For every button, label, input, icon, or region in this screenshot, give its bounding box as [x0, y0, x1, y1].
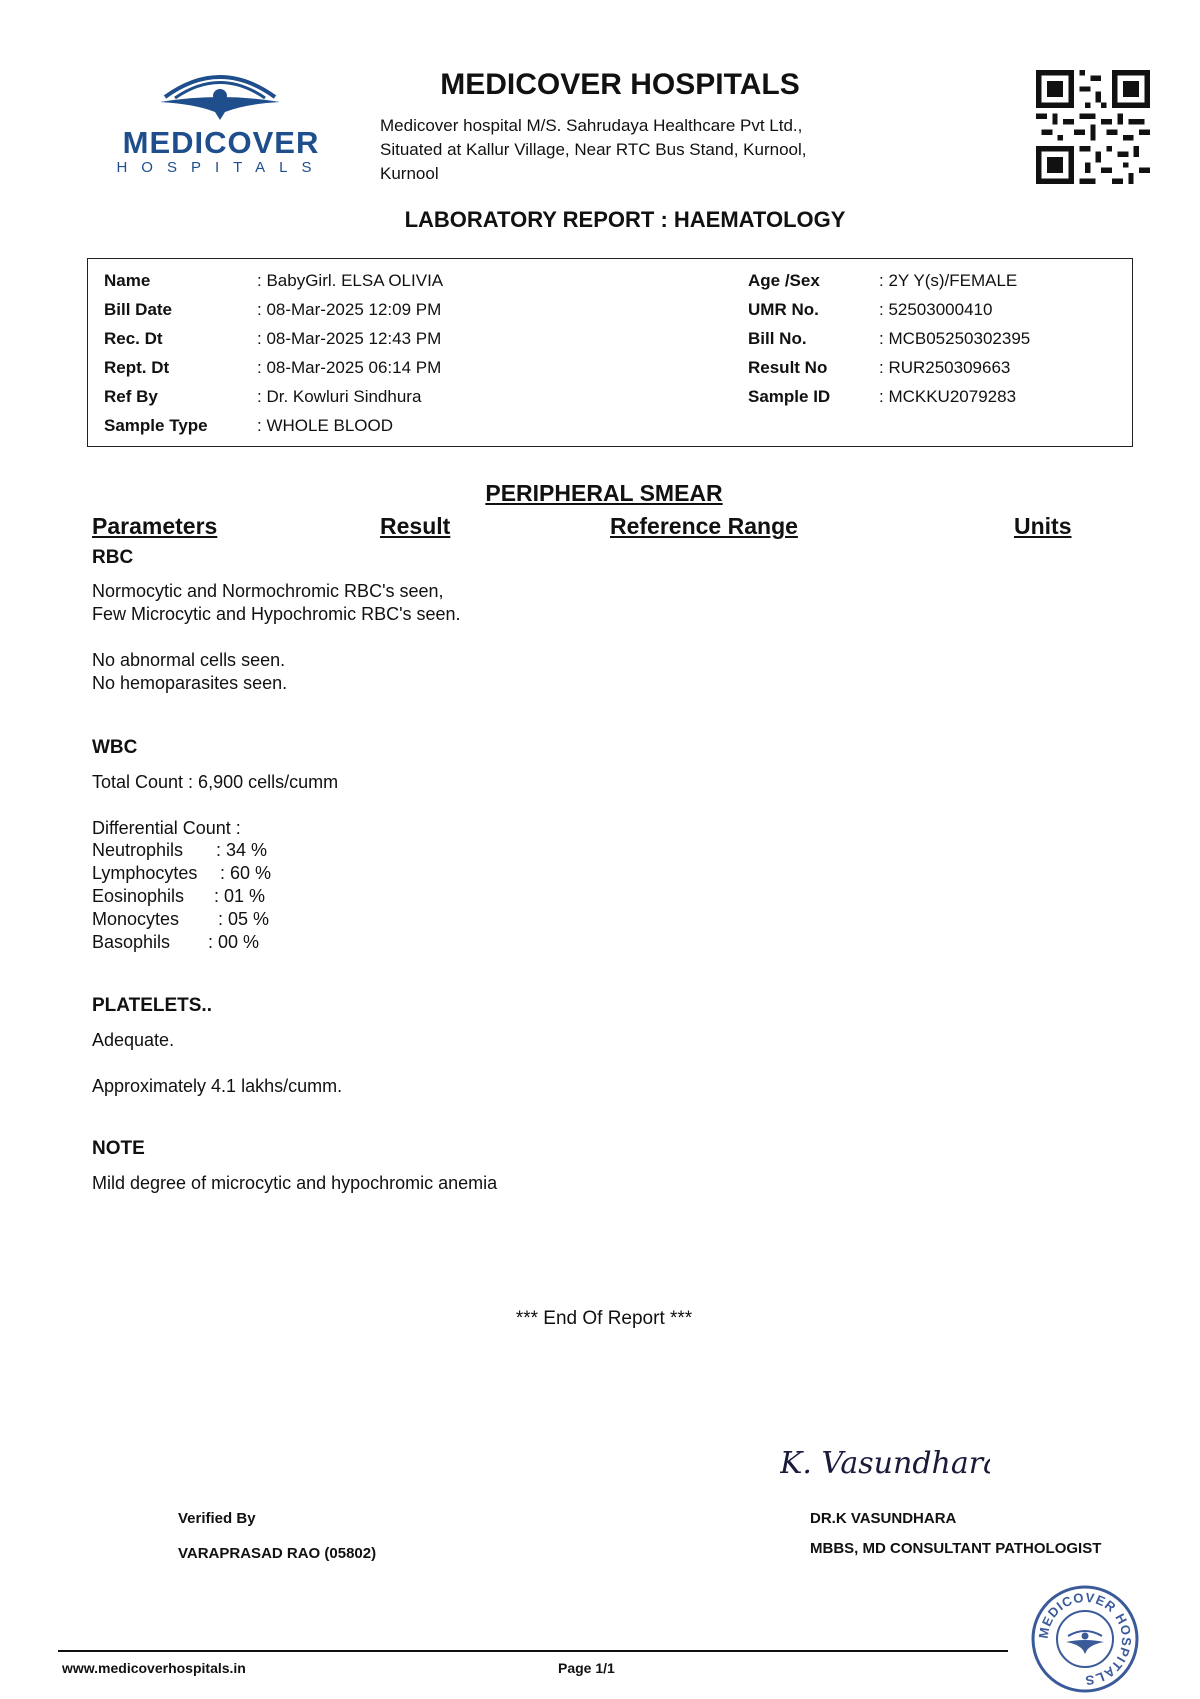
- address-line: Situated at Kallur Village, Near RTC Bus Stand, Kurnool,: [380, 140, 807, 159]
- verified-by-label: Verified By: [178, 1510, 256, 1527]
- column-header-reference-range: Reference Range: [610, 513, 798, 539]
- footer-page-number: Page 1/1: [558, 1660, 615, 1676]
- footer-website: www.medicoverhospitals.in: [62, 1660, 246, 1676]
- logo-wordmark: MEDICOVER: [122, 125, 320, 160]
- rbc-heading: RBC: [92, 547, 134, 568]
- wbc-total-count: Total Count : 6,900 cells/cumm: [92, 772, 339, 792]
- rbc-line: No abnormal cells seen.: [92, 650, 286, 670]
- differential-row: Eosinophils : 01 %: [92, 886, 266, 906]
- footer-divider: [58, 1650, 1008, 1652]
- note-text: Mild degree of microcytic and hypochromic anemia: [92, 1173, 498, 1193]
- wbc-heading: WBC: [92, 737, 138, 758]
- verifier-name: VARAPRASAD RAO (05802): [178, 1545, 377, 1562]
- differential-row: Lymphocytes : 60 %: [92, 863, 272, 883]
- address-line: Kurnool: [380, 164, 439, 183]
- signature-text: K. Vasundhara.: [780, 1446, 990, 1481]
- logo-emblem-icon: [105, 62, 335, 132]
- wbc-differential-heading: Differential Count :: [92, 818, 241, 838]
- patient-info-box: Name : BabyGirl. ELSA OLIVIA Bill Date : 08-Mar-2025 12:09 PM Rec. Dt : 08-Mar-2025 12:43 PM Rept. Dt : 08-Mar-2025 06:14 PM Ref By : Dr. Kowluri Sindhura Sample Type : WHOLE BLOOD Age /Sex : 2Y Y(s)/FEMALE UMR No. : 52503000410 Bill No. : MCB05250302395 Result No : RUR250309663 Sample ID : MCKKU2079283: [87, 258, 1133, 447]
- differential-row: Basophils : 00 %: [92, 932, 260, 952]
- differential-row: Monocytes : 05 %: [92, 909, 270, 929]
- hospital-address: [380, 114, 860, 186]
- doctor-title: MBBS, MD CONSULTANT PATHOLOGIST: [810, 1540, 1102, 1557]
- column-header-parameters: Parameters: [92, 513, 218, 539]
- column-header-units: Units: [1014, 513, 1072, 539]
- end-of-report: *** End Of Report ***: [515, 1308, 693, 1329]
- rbc-line: No hemoparasites seen.: [92, 673, 288, 693]
- note-heading: NOTE: [92, 1138, 145, 1159]
- hospital-seal-icon: [1030, 1584, 1140, 1694]
- column-header-result: Result: [380, 513, 451, 539]
- differential-row: Neutrophils : 34 %: [92, 840, 268, 860]
- rbc-line: Normocytic and Normochromic RBC's seen,: [92, 581, 444, 601]
- platelets-heading: PLATELETS..: [92, 995, 212, 1016]
- seal-text: MEDICOVER HOSPITALS: [1035, 1589, 1135, 1689]
- pathologist-signature: [780, 1435, 990, 1485]
- platelets-line: Adequate.: [92, 1030, 175, 1050]
- qr-code-icon: [1036, 70, 1150, 184]
- doctor-name: DR.K VASUNDHARA: [810, 1510, 957, 1527]
- logo-subtitle: HOSPITALS: [116, 159, 326, 176]
- report-title: LABORATORY REPORT : HAEMATOLOGY: [404, 207, 846, 232]
- rbc-line: Few Microcytic and Hypochromic RBC's seen.: [92, 604, 461, 624]
- hospital-name: MEDICOVER HOSPITALS: [440, 68, 800, 101]
- section-title: PERIPHERAL SMEAR: [485, 480, 723, 506]
- platelets-line: Approximately 4.1 lakhs/cumm.: [92, 1076, 343, 1096]
- address-line: Medicover hospital M/S. Sahrudaya Healthcare Pvt Ltd.,: [380, 116, 803, 135]
